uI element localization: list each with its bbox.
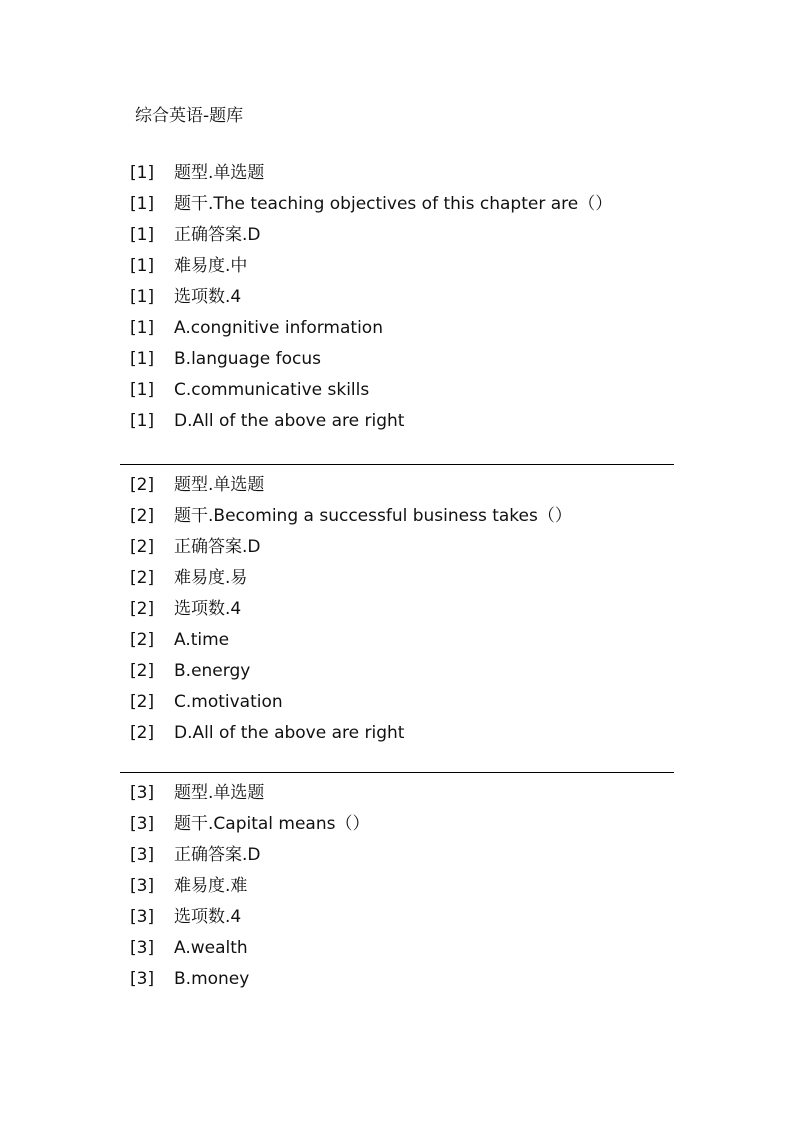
- question-line-text: B.language focus: [174, 349, 321, 369]
- question-line: [120, 625, 674, 656]
- question-line-text: 题干.Capital means（）: [174, 814, 370, 834]
- question-number: [3]: [130, 845, 155, 865]
- question-number: [3]: [130, 969, 155, 989]
- question-line-text: 选项数.4: [174, 599, 242, 619]
- separator-line: [120, 464, 674, 465]
- question-number: [2]: [130, 475, 155, 495]
- question-number: [3]: [130, 876, 155, 896]
- question-line-text: C.motivation: [174, 692, 283, 712]
- question-line-text: D.All of the above are right: [174, 411, 405, 431]
- question-number: [2]: [130, 568, 155, 588]
- question-number: [2]: [130, 692, 155, 712]
- question-line-text: 难易度.易: [174, 568, 248, 588]
- question-number: [1]: [130, 256, 155, 276]
- question-line-text: B.energy: [174, 661, 251, 681]
- question-line: [120, 687, 674, 718]
- question-line: [120, 282, 674, 313]
- question-line-text: 题型.单选题: [174, 475, 265, 495]
- question-line: [120, 251, 674, 282]
- question-number: [2]: [130, 661, 155, 681]
- question-line-text: A.congnitive information: [174, 318, 383, 338]
- question-line-text: C.communicative skills: [174, 380, 370, 400]
- question-number: [3]: [130, 814, 155, 834]
- question-number: [1]: [130, 318, 155, 338]
- question-line-text: 题干.Becoming a successful business takes（）: [174, 506, 572, 526]
- question-number: [2]: [130, 599, 155, 619]
- question-number: [2]: [130, 506, 155, 526]
- question-line: [120, 933, 674, 964]
- question-number: [2]: [130, 630, 155, 650]
- question-number: [3]: [130, 938, 155, 958]
- question-line: [120, 656, 674, 687]
- question-line: [120, 344, 674, 375]
- question-number: [3]: [130, 783, 155, 803]
- question-line: [120, 594, 674, 625]
- question-line: [120, 470, 674, 501]
- question-line: [120, 809, 674, 840]
- question-line: [120, 840, 674, 871]
- question-line: [120, 563, 674, 594]
- question-line-text: 正确答案.D: [174, 537, 261, 557]
- question-line: [120, 902, 674, 933]
- question-line-text: 难易度.难: [174, 876, 248, 896]
- question-line-text: 题干.The teaching objectives of this chapter are（）: [174, 194, 613, 214]
- question-number: [1]: [130, 349, 155, 369]
- question-line: [120, 871, 674, 902]
- question-line: [120, 964, 674, 995]
- question-line-text: 正确答案.D: [174, 225, 261, 245]
- question-line: [120, 501, 674, 532]
- question-number: [1]: [130, 380, 155, 400]
- separator-line: [120, 772, 674, 773]
- question-line-text: 选项数.4: [174, 287, 242, 307]
- question-line-text: 正确答案.D: [174, 845, 261, 865]
- question-line-text: A.wealth: [174, 938, 248, 958]
- question-line: [120, 778, 674, 809]
- question-number: [1]: [130, 194, 155, 214]
- question-number: [2]: [130, 537, 155, 557]
- question-number: [1]: [130, 225, 155, 245]
- question-line: [120, 220, 674, 251]
- question-line-text: B.money: [174, 969, 250, 989]
- question-line-text: A.time: [174, 630, 230, 650]
- question-line: [120, 375, 674, 406]
- question-line-text: 题型.单选题: [174, 163, 265, 183]
- question-line-text: D.All of the above are right: [174, 723, 405, 743]
- question-number: [1]: [130, 287, 155, 307]
- question-number: [1]: [130, 411, 155, 431]
- question-number: [3]: [130, 907, 155, 927]
- document-title: 综合英语-题库: [135, 106, 244, 126]
- question-number: [1]: [130, 163, 155, 183]
- question-block: [120, 772, 674, 995]
- question-block: [120, 158, 674, 437]
- question-block: [120, 464, 674, 749]
- question-line: [120, 718, 674, 749]
- question-line-text: 难易度.中: [174, 256, 248, 276]
- question-line: [120, 158, 674, 189]
- question-number: [2]: [130, 723, 155, 743]
- question-line: [120, 406, 674, 437]
- question-line: [120, 532, 674, 563]
- question-line: [120, 189, 674, 220]
- question-line: [120, 313, 674, 344]
- question-line-text: 选项数.4: [174, 907, 242, 927]
- question-line-text: 题型.单选题: [174, 783, 265, 803]
